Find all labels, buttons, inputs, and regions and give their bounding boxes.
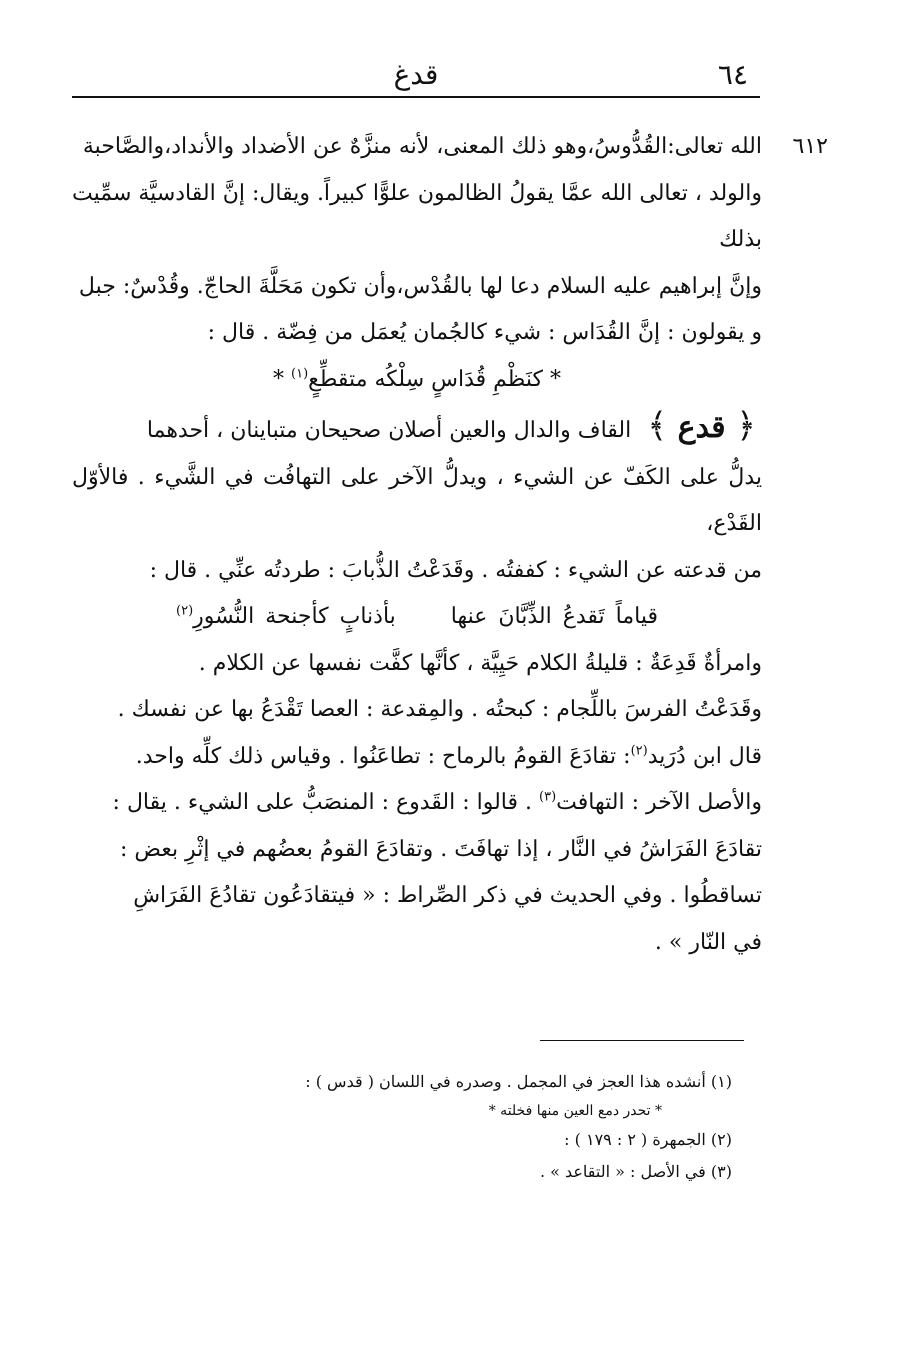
footnote-1: (١) أنشده هذا العجز في المجمل . وصدره في اللسان ( قدس ) : (305, 1072, 732, 1091)
text-line-11 (72, 780, 762, 827)
text-line-2: والولد ، تعالى الله عمَّا يقولُ الظالمون علوًّا كبيراً. ويقال: إنَّ القادسيَّة سمِّيت بذلك (72, 180, 762, 252)
root-heading (641, 403, 762, 452)
verse-1 (72, 357, 762, 404)
footnote-2: (٢) الجمهرة ( ٢ : ١٧٩ ) : (564, 1130, 732, 1149)
verse-1-text: * كنَظْمِ قُدَاسٍ سِلْكُه متقطِّعٍ (308, 366, 561, 392)
verse-2 (72, 594, 762, 641)
verse-1-end: * (273, 366, 285, 392)
text-line-5-body: القاف والدال والعين أصلان صحيحان متباينان ، أحدهما (146, 418, 632, 443)
footnote-ref-1: (١) (291, 366, 309, 382)
text-line-10 (72, 734, 762, 781)
text-line-5 (72, 403, 762, 455)
entry-number: ٦١٢ (792, 134, 828, 159)
footnote-3: (٣) في الأصل : « التقاعد » . (539, 1162, 732, 1181)
running-head-entry: قدغ (393, 58, 439, 91)
footnote-1-verse: * تحدر دمع العين منها فخلته * (488, 1103, 662, 1119)
footnote-rule (540, 1040, 744, 1041)
footnote-ref-2b: (٢) (630, 743, 648, 759)
text-line-11-a: والأصل الآخر : التهافت (556, 790, 762, 815)
root-bracket-close: ﴾ (647, 406, 668, 446)
text-line-4: و يقولون : إنَّ القُدَاس : شيء كالجُمان يُعمَل من فِضّة . قال : (207, 320, 762, 345)
text-line-7: من قدعته عن الشيء : كففتُه . وقَدَعْتُ الذُّبابَ : طردتُه عنِّي . قال : (149, 557, 762, 583)
root-bracket-open: ﴿ (736, 406, 756, 446)
verse-2-second-hemistich: بأذنابٍ كأجنحة النُّسُورِ (193, 604, 396, 629)
verse-2-first-hemistich: قياماً تَقدعُ الذِّبَّانَ عنها (450, 604, 658, 629)
text-line-6: يدلُّ على الكَفّ عن الشيء ، ويدلُّ الآخر على التهافُت في الشَّيء . فالأوّل القَدْع، (72, 464, 762, 536)
footnote-ref-2: (٢) (176, 603, 194, 619)
page-number: ٦٤ (717, 58, 748, 91)
text-line-13: تساقطُوا . وفي الحديث في ذكر الصِّراط : « فيتقادَعُون تقادُعَ الفَرَاشِ (133, 883, 762, 908)
text-line-10-a: قال ابن دُرَيد (647, 743, 762, 769)
main-text (72, 124, 828, 966)
text-line-9: وقَدَعْتُ الفرسَ باللِّجام : كبحتُه . والمِقدعة : العصا تَقْدَعُ بها عن نفسك . (117, 697, 762, 722)
text-line-1: الله تعالى:القُدُّوسُ،وهو ذلك المعنى، لأنه منزَّهٌ عن الأضداد والأنداد،والصَّاحبة (82, 134, 762, 159)
header-rule (72, 96, 760, 98)
text-line-8: وامرأةٌ قَدِعَةٌ : قليلةُ الكلام حَيِيَّة ، كأنَّها كفَّت نفسها عن الكلام . (198, 650, 762, 676)
root-word: قدع (677, 410, 726, 445)
text-line-3: وإنَّ إبراهيم عليه السلام دعا لها بالقُدْس،وأن تكون مَحَلَّةَ الحاجّ. وقُدْسٌ: جبل (78, 273, 762, 299)
text-line-14: في النّار » . (654, 929, 762, 955)
page-header (72, 48, 760, 92)
text-line-10-b: : تقادَعَ القومُ بالرماح : تطاعَنُوا . وقياس ذلك كلِّه واحد. (135, 743, 631, 769)
text-line-11-b: . قالوا : القَدوع : المنصَبُّ على الشيء . يقال : (112, 790, 533, 815)
text-line-12: تقادَعَ الفَرَاشُ في النَّار ، إذا تهافَتَ . وتقادَعَ القومُ بعضُهم في إثْرِ بعض : (119, 836, 762, 862)
footnote-ref-3: (٣) (539, 789, 557, 805)
footnotes (272, 1066, 732, 1188)
